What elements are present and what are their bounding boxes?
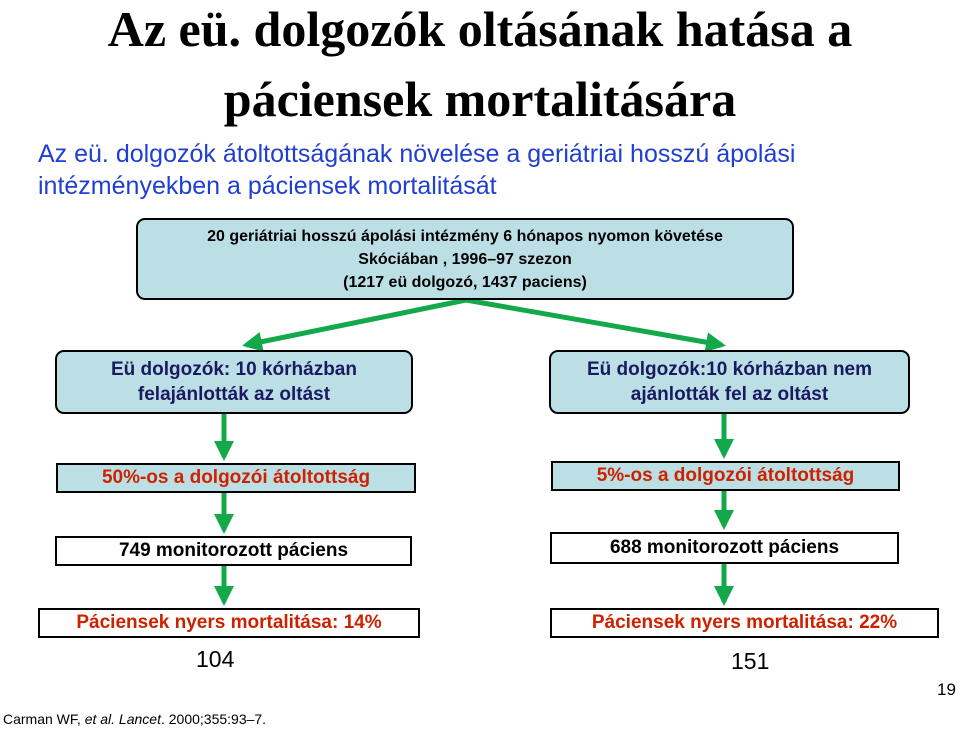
offered-group-line-1: Eü dolgozók: 10 kórházban — [111, 359, 357, 380]
page-title-line-2: páciensek mortalitására — [223, 71, 737, 127]
citation-authors: Carman WF, — [3, 711, 85, 727]
right-vaccination-rate-box — [551, 461, 900, 491]
not-offered-group-line-1: Eü dolgozók:10 kórházban nem — [586, 359, 873, 380]
not-offered-group-line-2: ajánlották fel az oltást — [630, 384, 829, 405]
subtitle-line-1: Az eü. dolgozók átoltottságának növelése a geriátriai hosszú ápolási — [38, 140, 796, 168]
left-mortality-box — [38, 608, 420, 638]
slide-number: 19 — [937, 680, 956, 699]
left-death-count: 104 — [196, 646, 235, 672]
page-title-line-1: Az eü. dolgozók oltásának hatása a — [107, 1, 853, 57]
subtitle-line-2: intézményekben a páciensek mortalitását — [38, 172, 497, 200]
left-vaccination-rate: 50%-os a dolgozói átoltottság — [101, 467, 371, 488]
right-monitored-patients: 688 monitorozott páciens — [609, 537, 840, 558]
not-offered-vaccine-group-box — [549, 350, 910, 414]
citation-journal: et al. Lancet — [84, 711, 161, 727]
offered-vaccine-group-box — [55, 350, 413, 414]
left-mortality: Páciensek nyers mortalitása: 14% — [76, 612, 382, 633]
study-description-line-2: Skóciában , 1996–97 szezon — [358, 250, 572, 268]
citation-details: . 2000;355:93–7. — [160, 711, 267, 727]
left-vaccination-rate-box — [56, 463, 416, 493]
arrow-top-to-right — [466, 300, 722, 345]
right-monitored-patients-box — [550, 532, 899, 564]
right-mortality: Páciensek nyers mortalitása: 22% — [591, 612, 898, 633]
study-description-line-3: (1217 eü dolgozó, 1437 paciens) — [343, 273, 587, 291]
offered-group-line-2: felajánlották az oltást — [137, 384, 331, 405]
right-mortality-box — [550, 608, 939, 638]
left-monitored-patients-box — [55, 536, 412, 566]
study-description-box — [136, 218, 794, 300]
left-monitored-patients: 749 monitorozott páciens — [118, 540, 349, 561]
right-vaccination-rate: 5%-os a dolgozói átoltottság — [596, 465, 855, 486]
arrow-top-to-left — [246, 300, 466, 345]
study-description-line-1: 20 geriátriai hosszú ápolási intézmény 6 hónapos nyomon követése — [207, 227, 723, 245]
citation — [3, 711, 266, 727]
right-death-count: 151 — [731, 648, 770, 674]
